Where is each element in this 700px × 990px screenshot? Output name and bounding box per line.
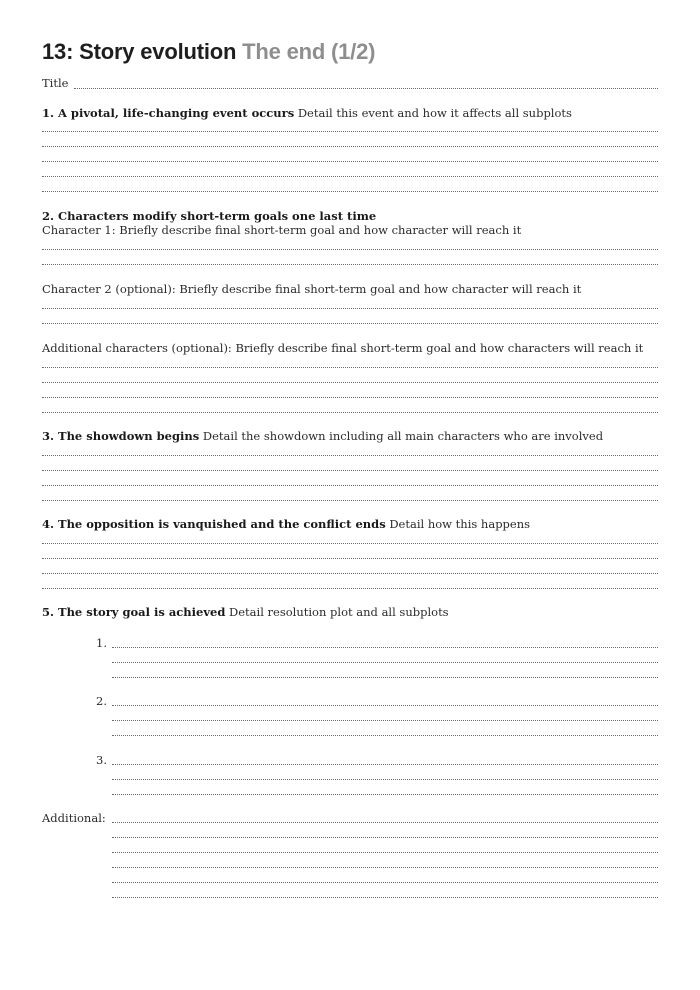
section-4-instruction: Detail how this happens <box>389 517 531 531</box>
section-4-heading: 4. The opposition is vanquished and the conflict ends <box>42 517 386 531</box>
character-2-prompt: Character 2 (optional): Briefly describe final short-term goal and how character will reach it <box>42 282 582 296</box>
section-1-writing-line[interactable] <box>42 191 658 192</box>
additional-resolution-writing-line[interactable] <box>112 822 658 823</box>
section-4-writing-line[interactable] <box>42 558 658 559</box>
section-1-writing-line[interactable] <box>42 161 658 162</box>
resolution-item-2-writing-line[interactable] <box>112 735 658 736</box>
chapter-subtitle: The end (1/2) <box>242 39 376 64</box>
section-5-instruction: Detail resolution plot and all subplots <box>229 605 449 619</box>
section-2-heading-text: 2. Characters modify short-term goals one last time <box>42 209 377 223</box>
section-4-prompt <box>42 517 530 532</box>
section-4-writing-line[interactable] <box>42 543 658 544</box>
section-1-writing-line[interactable] <box>42 176 658 177</box>
section-1-writing-line[interactable] <box>42 146 658 147</box>
additional-resolution-writing-line[interactable] <box>112 837 658 838</box>
section-1-heading: 1. A pivotal, life-changing event occurs <box>42 106 295 120</box>
section-1-prompt <box>42 106 572 121</box>
section-1-writing-line[interactable] <box>42 131 658 132</box>
title-input-line[interactable] <box>74 88 658 89</box>
character-1-writing-line[interactable] <box>42 264 658 265</box>
section-3-writing-line[interactable] <box>42 470 658 471</box>
additional-characters-writing-line[interactable] <box>42 367 658 368</box>
title-label: Title <box>42 76 69 90</box>
character-2-writing-line[interactable] <box>42 308 658 309</box>
additional-resolution-writing-line[interactable] <box>112 867 658 868</box>
character-2-writing-line[interactable] <box>42 323 658 324</box>
resolution-item-1-writing-line[interactable] <box>112 677 658 678</box>
section-5-heading: 5. The story goal is achieved <box>42 605 226 619</box>
section-3-writing-line[interactable] <box>42 500 658 501</box>
additional-resolution-writing-line[interactable] <box>112 897 658 898</box>
additional-resolution-writing-line[interactable] <box>112 852 658 853</box>
character-1-writing-line[interactable] <box>42 249 658 250</box>
resolution-item-2-writing-line[interactable] <box>112 720 658 721</box>
resolution-item-2-number: 2. <box>96 694 107 708</box>
section-2-heading <box>42 209 376 224</box>
page-title <box>42 38 375 66</box>
resolution-item-3-number: 3. <box>96 753 107 767</box>
resolution-item-2-writing-line[interactable] <box>112 705 658 706</box>
section-1-instruction: Detail this event and how it affects all subplots <box>297 106 572 120</box>
chapter-title: 13: Story evolution <box>42 39 237 64</box>
section-3-instruction: Detail the showdown including all main characters who are involved <box>202 429 604 443</box>
additional-characters-prompt: Additional characters (optional): Briefly describe final short-term goal and how characters will reach it <box>42 341 644 355</box>
section-3-writing-line[interactable] <box>42 485 658 486</box>
resolution-item-3-writing-line[interactable] <box>112 779 658 780</box>
additional-resolution-writing-line[interactable] <box>112 882 658 883</box>
additional-characters-writing-line[interactable] <box>42 412 658 413</box>
section-3-writing-line[interactable] <box>42 455 658 456</box>
section-4-writing-line[interactable] <box>42 573 658 574</box>
resolution-item-1-writing-line[interactable] <box>112 662 658 663</box>
section-3-prompt <box>42 429 603 444</box>
section-3-heading: 3. The showdown begins <box>42 429 200 443</box>
section-4-writing-line[interactable] <box>42 588 658 589</box>
section-5-prompt <box>42 605 449 620</box>
resolution-item-3-writing-line[interactable] <box>112 794 658 795</box>
additional-characters-writing-line[interactable] <box>42 382 658 383</box>
resolution-item-3-writing-line[interactable] <box>112 764 658 765</box>
additional-characters-writing-line[interactable] <box>42 397 658 398</box>
resolution-item-1-writing-line[interactable] <box>112 647 658 648</box>
additional-resolution-label: Additional: <box>42 811 106 825</box>
character-1-prompt: Character 1: Briefly describe final short-term goal and how character will reach it <box>42 223 522 237</box>
resolution-item-1-number: 1. <box>96 636 107 650</box>
